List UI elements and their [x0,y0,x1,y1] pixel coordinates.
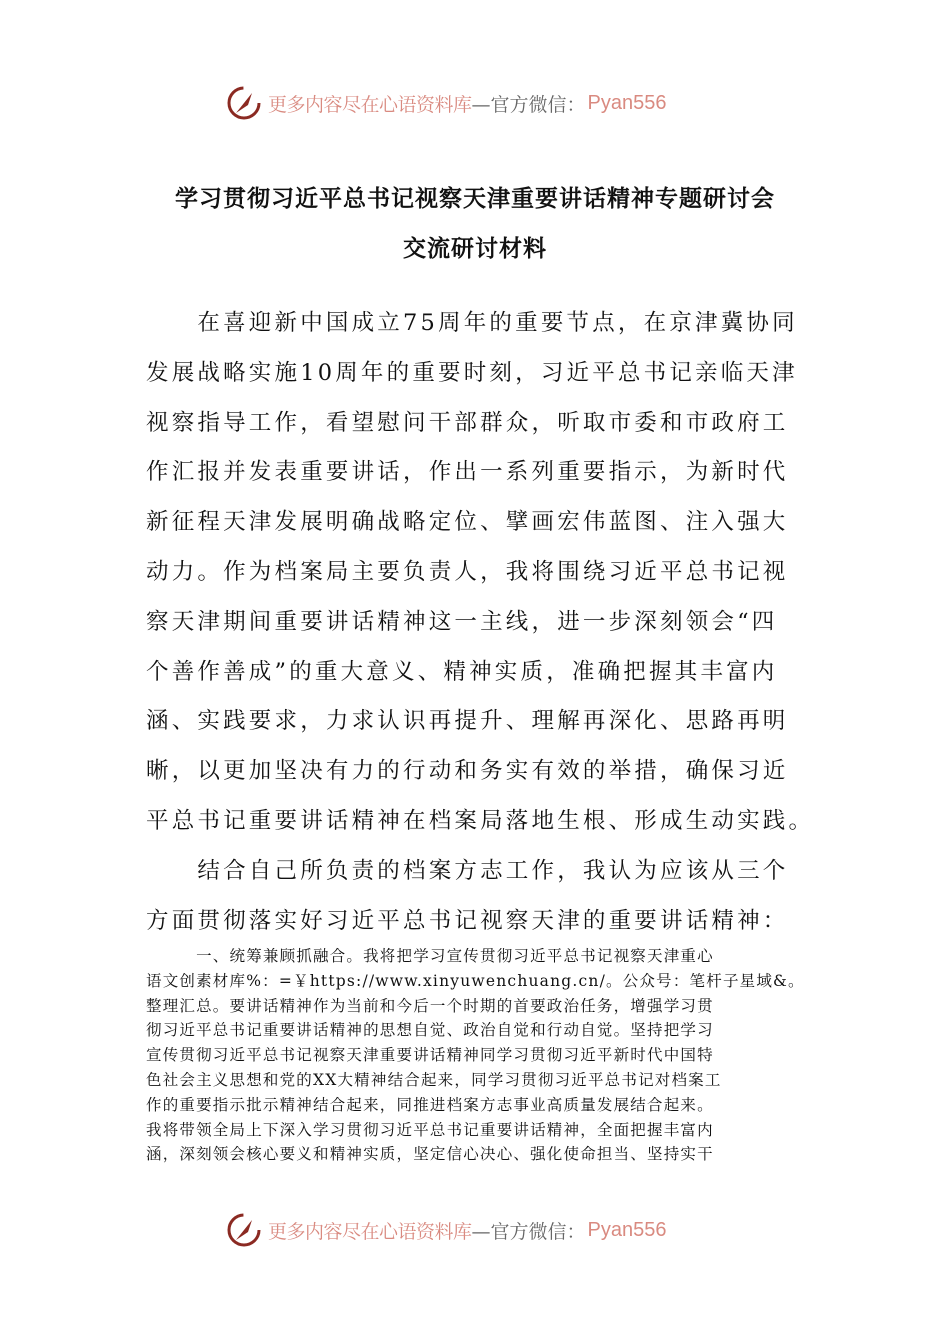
text-line: 动力。作为档案局主要负责人，我将围绕习近平总书记视 [146,559,789,585]
text-line: 视察指导工作，看望慰问干部群众，听取市委和市政府工 [146,409,789,436]
document-subtitle: 交流研讨材料 [403,235,547,262]
text-line: 新征程天津发展明确战略定位、擘画宏伟蓝图、注入强大 [146,509,789,536]
text-line: 作汇报并发表重要讲话，作出一系列重要指示，为新时代 [146,459,789,486]
text-line: 晰，以更加坚决有力的行动和务实有效的举措，确保习近 [146,758,789,785]
text-line: 平总书记重要讲话精神在档案局落地生根、形成生动实践。 [146,808,815,834]
text-line: 涵、实践要求，力求认识再提升、理解再深化、思路再明 [146,708,789,735]
quill-logo-icon [226,85,262,121]
banner-separator: —官方微信： [471,93,586,116]
text-line: 宣传贯彻习近平总书记视察天津重要讲话精神同学习贯彻习近平新时代中国特 [146,1046,714,1065]
banner-text: 更多内容尽在心语资料库 [268,93,472,116]
banner-wechat-id: Pyan556 [587,1218,667,1241]
text-line: 我将带领全局上下深入学习贯彻习近平总书记重要讲话精神，全面把握丰富内 [146,1120,714,1139]
banner-text: 更多内容尽在心语资料库 [268,1220,472,1243]
banner-separator: —官方微信： [471,1220,586,1243]
text-line: 方面贯彻落实好习近平总书记视察天津的重要讲话精神： [146,907,789,934]
text-line: 察天津期间重要讲话精神这一主线，进一步深刻领会“四 [146,608,778,635]
text-line: 一、统筹兼顾抓融合。我将把学习宣传贯彻习近平总书记视察天津重心 [146,947,714,965]
text-line: 语文创素材库%：=￥https://www.xinyuwenchuang.cn/。公众号：笔杆子星域&。 [146,971,805,990]
banner-wechat-id: Pyan556 [587,91,667,114]
text-line: 涵，深刻领会核心要义和精神实质，坚定信心决心、强化使命担当、坚持实干 [146,1145,714,1164]
footer-watermark-banner [226,1210,667,1250]
text-line: 彻习近平总书记重要讲话精神的思想自觉、政治自觉和行动自觉。坚持把学习 [146,1021,714,1040]
text-line: 个善作善成”的重大意义、精神实质，准确把握其丰富内 [146,658,778,685]
document-title: 学习贯彻习近平总书记视察天津重要讲话精神专题研讨会 [175,185,775,212]
text-line: 作的重要指示批示精神结合起来，同推进档案方志事业高质量发展结合起来。 [146,1095,714,1114]
quill-logo-icon [226,1212,262,1248]
header-watermark-banner [226,83,667,123]
text-line: 整理汇总。要讲话精神作为当前和今后一个时期的首要政治任务，增强学习贯 [146,996,714,1015]
text-line: 在喜迎新中国成立75周年的重要节点，在京津冀协同 [146,310,798,336]
text-line: 结合自己所负责的档案方志工作，我认为应该从三个 [146,858,789,884]
text-line: 发展战略实施10周年的重要时刻，习近平总书记亲临天津 [146,359,798,386]
text-line: 色社会主义思想和党的XX大精神结合起来，同学习贯彻习近平总书记对档案工 [146,1071,722,1089]
